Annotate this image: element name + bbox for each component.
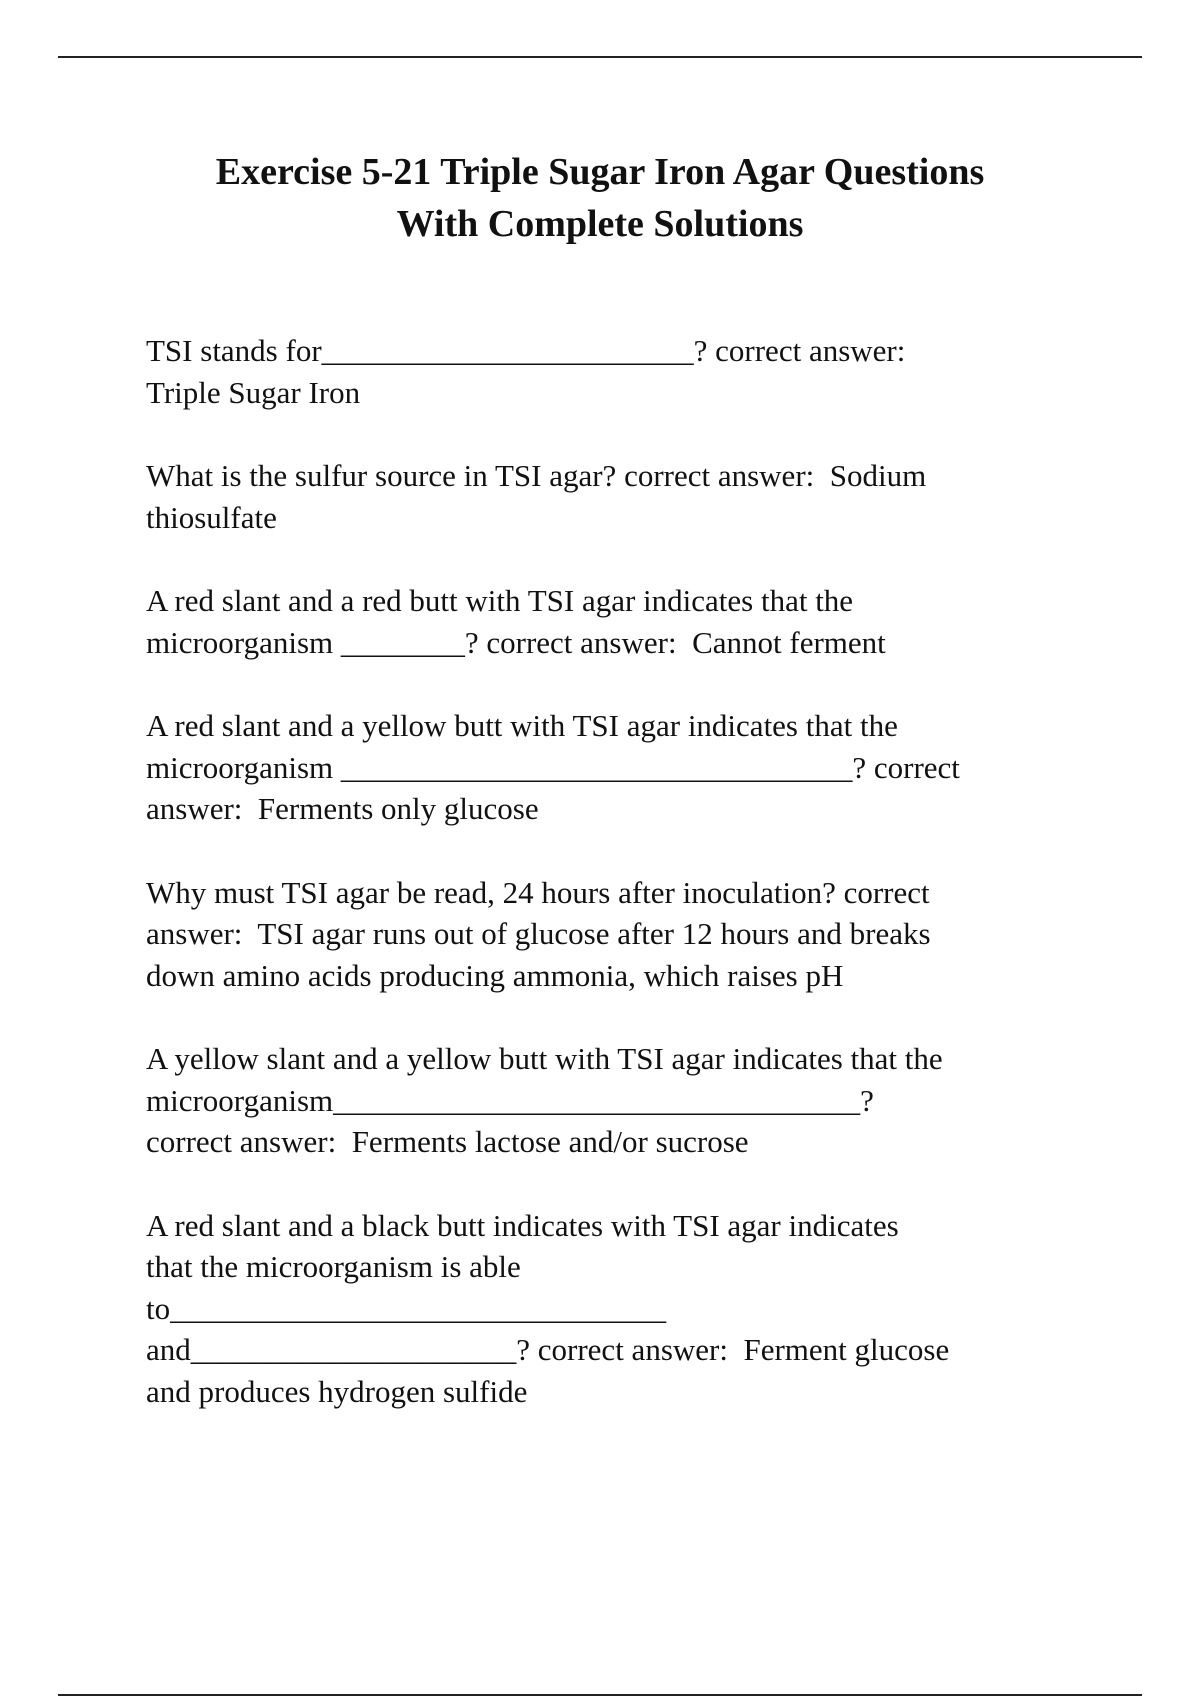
qa-line: to________________________________ [146,1290,667,1326]
qa-line: and_____________________? correct answer: Ferment glucose [146,1332,950,1367]
qa-line: TSI stands for________________________? correct answer: [146,333,906,368]
qa-line: A red slant and a red butt with TSI agar indicates that the [146,583,854,618]
question-answer-list [146,330,1106,1454]
bottom-divider [58,1694,1142,1696]
qa-line: Triple Sugar Iron [146,374,361,410]
qa-line: and produces hydrogen sulfide [146,1373,528,1409]
qa-line: down amino acids producing ammonia, which raises pH [146,957,844,993]
qa-item [146,872,1106,997]
qa-line: Why must TSI agar be read, 24 hours after inoculation? correct [146,874,930,910]
qa-line: that the microorganism is able [146,1249,521,1284]
qa-item [146,455,1106,538]
qa-line: microorganism ________? correct answer: Cannot ferment [146,624,886,660]
qa-line: microorganism _________________________________? correct [146,749,960,785]
qa-line: answer: TSI agar runs out of glucose after 12 hours and breaks [146,916,931,951]
qa-item [146,580,1106,663]
qa-line: answer: Ferments only glucose [146,791,539,826]
qa-line: What is the sulfur source in TSI agar? correct answer: Sodium [146,458,927,493]
page-title [100,146,1100,250]
qa-line: thiosulfate [146,499,277,535]
qa-line: A red slant and a black butt indicates with TSI agar indicates [146,1207,899,1243]
qa-item [146,705,1106,830]
qa-line: microorganism__________________________________? [146,1082,874,1118]
qa-item [146,330,1106,413]
page-title-line-1: Exercise 5-21 Triple Sugar Iron Agar Questions [215,151,985,193]
qa-item [146,1038,1106,1163]
top-divider [58,56,1142,58]
qa-item [146,1205,1106,1413]
qa-line: A red slant and a yellow butt with TSI agar indicates that the [146,708,898,743]
qa-line: A yellow slant and a yellow butt with TSI agar indicates that the [146,1041,943,1076]
qa-line: correct answer: Ferments lactose and/or sucrose [146,1124,749,1159]
page-title-line-2: With Complete Solutions [396,203,804,245]
